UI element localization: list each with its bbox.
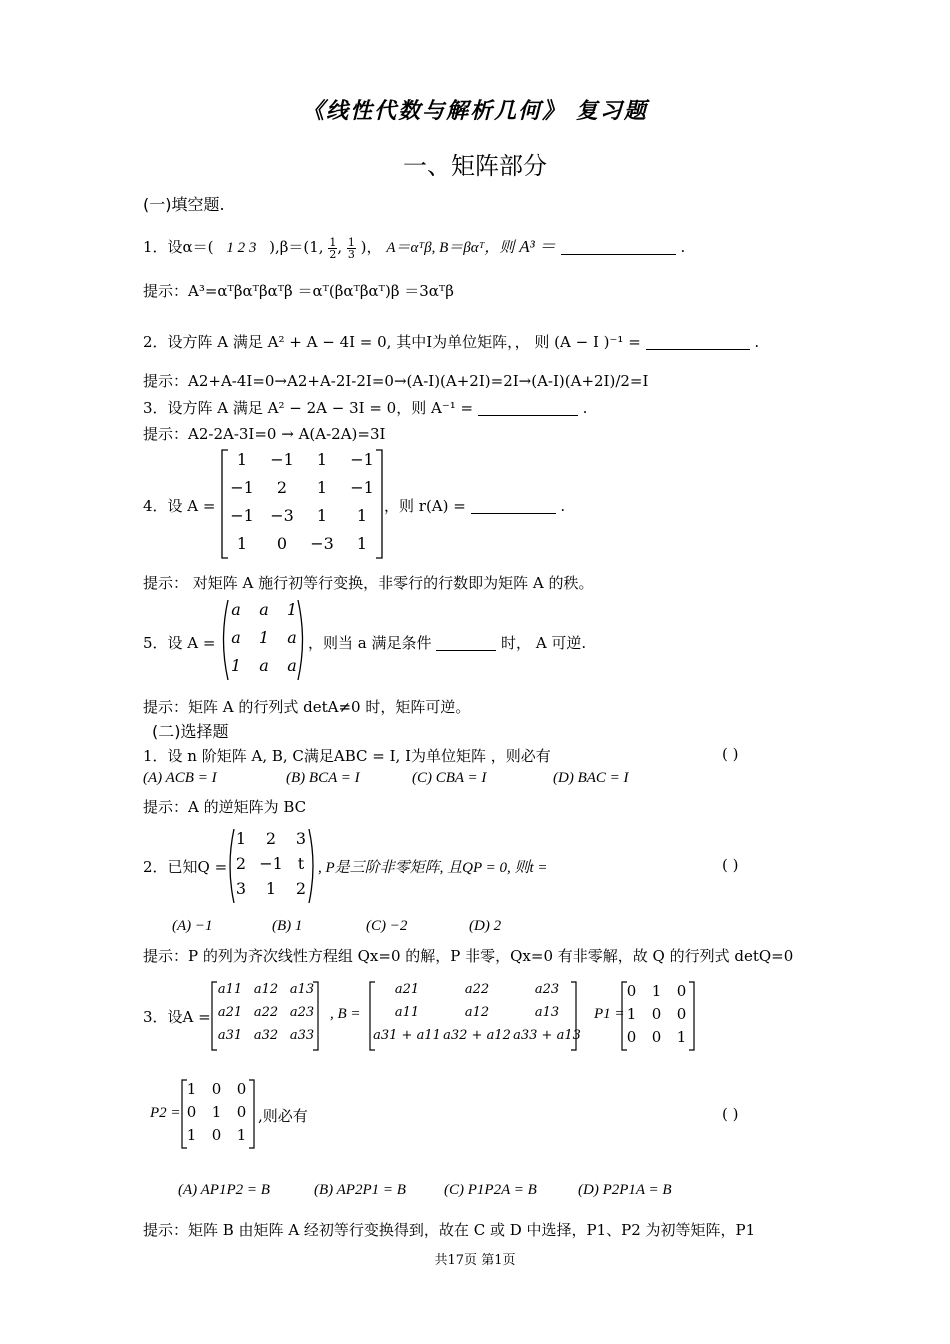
question-5-ask [308, 632, 586, 653]
matrix-cell: −1 [230, 506, 254, 525]
matrix-cell: a32 + a12 [443, 1028, 511, 1043]
matrix-cell: 0 [236, 1080, 247, 1098]
matrix-cell: 0 [236, 1103, 247, 1121]
q1-answer-blank[interactable] [561, 240, 676, 255]
hint-3: 提示：A2-2A-3I=0 → A(A-2A)=3I [143, 425, 386, 443]
matrix-cell: a21 [394, 982, 420, 997]
q1-fraction-third: $\frac{1}{3}$ [347, 235, 355, 261]
matrix-cell: a23 [534, 982, 560, 997]
matrix-cell: 1 [316, 506, 328, 525]
matrix-cell: t [297, 854, 305, 873]
matrix-cell: 3 [235, 879, 247, 898]
matrix-cell: a23 [289, 1005, 315, 1020]
q3-end: . [582, 399, 588, 417]
c2-ask: , P是三阶非零矩阵, 且QP = 0, 则t = [318, 860, 548, 876]
c1-option-a[interactable]: (A) ACB = I [143, 770, 217, 786]
c3-option-a[interactable]: (A) AP1P2 = B [178, 1182, 270, 1198]
matrix-cell: a [259, 656, 269, 675]
matrix-cell: 1 [236, 450, 248, 469]
q2-answer-blank[interactable] [646, 335, 750, 350]
matrix-cell: 3 [295, 829, 307, 848]
c3-prefix-a: 3．设A = [143, 1008, 211, 1026]
c3-ask: ,则必有 [258, 1107, 308, 1125]
matrix-cell: a12 [464, 1005, 490, 1020]
q1-beta-pre: ),β＝(1, [269, 238, 324, 256]
matrix-cell: a [287, 628, 297, 647]
c3-prefix-b: , B = [330, 1006, 361, 1022]
document-title: 《线性代数与解析几何》 复习题 [302, 98, 648, 124]
matrix-cell: 0 [626, 1028, 637, 1046]
matrix-cell: a [231, 600, 241, 619]
q1-fraction-half: $\frac{1}{2}$ [329, 235, 337, 261]
c2-option-c[interactable]: (C) −2 [366, 918, 408, 934]
matrix-cell: 0 [626, 982, 637, 1000]
chapter-heading: 一、矩阵部分 [403, 152, 547, 180]
matrix-cell: 1 [676, 1028, 687, 1046]
matrix-cell: 1 [211, 1103, 222, 1121]
matrix-cell: 2 [235, 854, 247, 873]
question-2 [143, 331, 759, 352]
q1-alpha: 1 2 3 [226, 240, 257, 256]
q1-prefix: 1．设α＝( [143, 238, 214, 256]
matrix-cell: a22 [464, 982, 490, 997]
matrix-cell: a31 + a11 [373, 1028, 441, 1043]
matrix-cell: 0 [651, 1028, 662, 1046]
page-footer: 共17页 第1页 [434, 1253, 516, 1268]
matrix-cell: a [231, 628, 241, 647]
question-3 [143, 397, 587, 418]
question-4-ask [384, 495, 565, 516]
choice-hint-1: 提示：A 的逆矩阵为 BC [143, 798, 307, 816]
matrix-cell: a [287, 656, 297, 675]
matrix-cell: 1 [286, 600, 298, 619]
question-1: 1．设α＝( 1 2 3 ),β＝(1, $\frac{1}{2}$ , $\frac{1}{3}$ )， A＝αᵀβ, B＝βαᵀ，则 A³ ＝ . [143, 235, 686, 261]
q1-ask: A³ ＝ [519, 237, 556, 256]
matrix-cell: 0 [211, 1126, 222, 1144]
matrix-cell: a31 [217, 1028, 243, 1043]
matrix-cell: −1 [270, 450, 294, 469]
matrix-cell: a12 [253, 982, 279, 997]
matrix-cell: a21 [217, 1005, 243, 1020]
q2-end: . [754, 333, 760, 351]
matrix-cell: a11 [394, 1005, 420, 1020]
c3-prefix-p2: P2 = [150, 1105, 181, 1121]
choice-hint-2: 提示：P 的列为齐次线性方程组 Qx=0 的解，P 非零，Qx=0 有非零解，故 Q 的行列式 detQ=0 [143, 947, 794, 965]
matrix-cell: 0 [651, 1005, 662, 1023]
q3-text: 3．设方阵 A 满足 A² − 2A − 3I = 0，则 A⁻¹ = [143, 399, 474, 417]
c1-option-c[interactable]: (C) CBA = I [412, 770, 487, 786]
matrix-cell: 1 [258, 628, 270, 647]
matrix-cell: 1 [626, 1005, 637, 1023]
section-fill-in: (一)填空题. [143, 195, 225, 214]
matrix-cell: 0 [676, 982, 687, 1000]
matrix-cell: 1 [651, 982, 662, 1000]
matrix-cell: 1 [236, 1126, 247, 1144]
choice-question-1: 1．设 n 阶矩阵 A, B, C满足ABC = I, I为单位矩阵 ，则必有 [143, 747, 551, 765]
q5-prefix: 5．设 A = [143, 634, 216, 652]
q3-answer-blank[interactable] [478, 401, 578, 416]
matrix-cell: 1 [356, 534, 368, 553]
section-multiple-choice: (二)选择题 [152, 722, 229, 741]
matrix-cell: 1 [230, 656, 242, 675]
c3-option-b[interactable]: (B) AP2P1 = B [314, 1182, 406, 1198]
c3-answer-paren[interactable]: ( ) [722, 1105, 739, 1123]
c2-answer-paren[interactable]: ( ) [722, 856, 739, 874]
matrix-cell: a13 [534, 1005, 560, 1020]
matrix-cell: 0 [276, 534, 288, 553]
matrix-cell: 1 [356, 506, 368, 525]
matrix-cell: a11 [217, 982, 243, 997]
matrix-cell: a32 [253, 1028, 279, 1043]
q4-answer-blank[interactable] [471, 499, 556, 514]
q2-text: 2．设方阵 A 满足 A² + A − 4I = 0, 其中I为单位矩阵，， 则 (A − I )⁻¹ = [143, 333, 641, 351]
matrix-cell: a13 [289, 982, 315, 997]
matrix-cell: 0 [186, 1103, 197, 1121]
hint-5: 提示：矩阵 A 的行列式 detA≠0 时，矩阵可逆。 [143, 698, 471, 716]
c3-prefix-p1: P1 = [594, 1006, 625, 1022]
q1-end: . [680, 238, 686, 256]
matrix-cell: −3 [270, 506, 294, 525]
matrix-cell: 0 [211, 1080, 222, 1098]
c1-option-b[interactable]: (B) BCA = I [286, 770, 360, 786]
hint-1: 提示：A³=αᵀβαᵀβαᵀβ ＝αᵀ(βαᵀβαᵀ)β ＝3αᵀβ [143, 282, 454, 300]
c1-answer-paren[interactable]: ( ) [722, 745, 739, 763]
matrix-cell: 1 [265, 879, 277, 898]
matrix-cell: a22 [253, 1005, 279, 1020]
c2-option-a[interactable]: (A) −1 [172, 918, 213, 934]
matrix-cell: a33 + a13 [513, 1028, 581, 1043]
matrix-cell: 1 [186, 1126, 197, 1144]
matrix-cell: −1 [230, 478, 254, 497]
matrix-cell: a33 [289, 1028, 315, 1043]
hint-4: 提示： 对矩阵 A 施行初等行变换，非零行的行数即为矩阵 A 的秩。 [143, 574, 594, 592]
matrix-cell: 2 [276, 478, 288, 497]
q5-answer-blank[interactable] [436, 636, 496, 651]
matrix-cell: a [259, 600, 269, 619]
matrix-cell: −3 [310, 534, 334, 553]
c2-option-b[interactable]: (B) 1 [272, 918, 303, 934]
matrix-cell: 2 [295, 879, 307, 898]
c2-option-d[interactable]: (D) 2 [469, 918, 502, 934]
c3-option-d[interactable]: (D) P2P1A = B [578, 1182, 672, 1198]
matrix-cell: 1 [236, 534, 248, 553]
c1-option-d[interactable]: (D) BAC = I [553, 770, 629, 786]
matrix-cell: 1 [186, 1080, 197, 1098]
hint-2: 提示：A2+A-4I=0→A2+A-2I-2I=0→(A-I)(A+2I)=2I→(A-I)(A+2I)/2=I [143, 372, 649, 390]
choice-hint-3: 提示：矩阵 B 由矩阵 A 经初等行变换得到，故在 C 或 D 中选择，P1、P2 为初等矩阵，P1 [143, 1221, 756, 1239]
q5-ask: ，则当 a 满足条件 [308, 634, 432, 652]
matrix-cell: 0 [676, 1005, 687, 1023]
q1-defs: A＝αᵀβ, B＝βαᵀ，则 [386, 240, 515, 256]
q5-tail: 时， A 可逆. [501, 634, 587, 652]
q4-ask: ，则 r(A) = [384, 497, 466, 515]
c3-option-c[interactable]: (C) P1P2A = B [444, 1182, 537, 1198]
matrix-cell: −1 [259, 854, 283, 873]
c2-prefix: 2．已知Q = [143, 858, 228, 876]
matrix-cell: −1 [350, 450, 374, 469]
matrix-cell: 2 [265, 829, 277, 848]
matrix-cell: −1 [350, 478, 374, 497]
q1-beta-post: )， [360, 238, 382, 256]
matrix-cell: 1 [316, 450, 328, 469]
matrix-cell: 1 [316, 478, 328, 497]
q4-prefix: 4．设 A = [143, 497, 216, 515]
matrix-cell: 1 [235, 829, 247, 848]
q4-end: . [560, 497, 566, 515]
